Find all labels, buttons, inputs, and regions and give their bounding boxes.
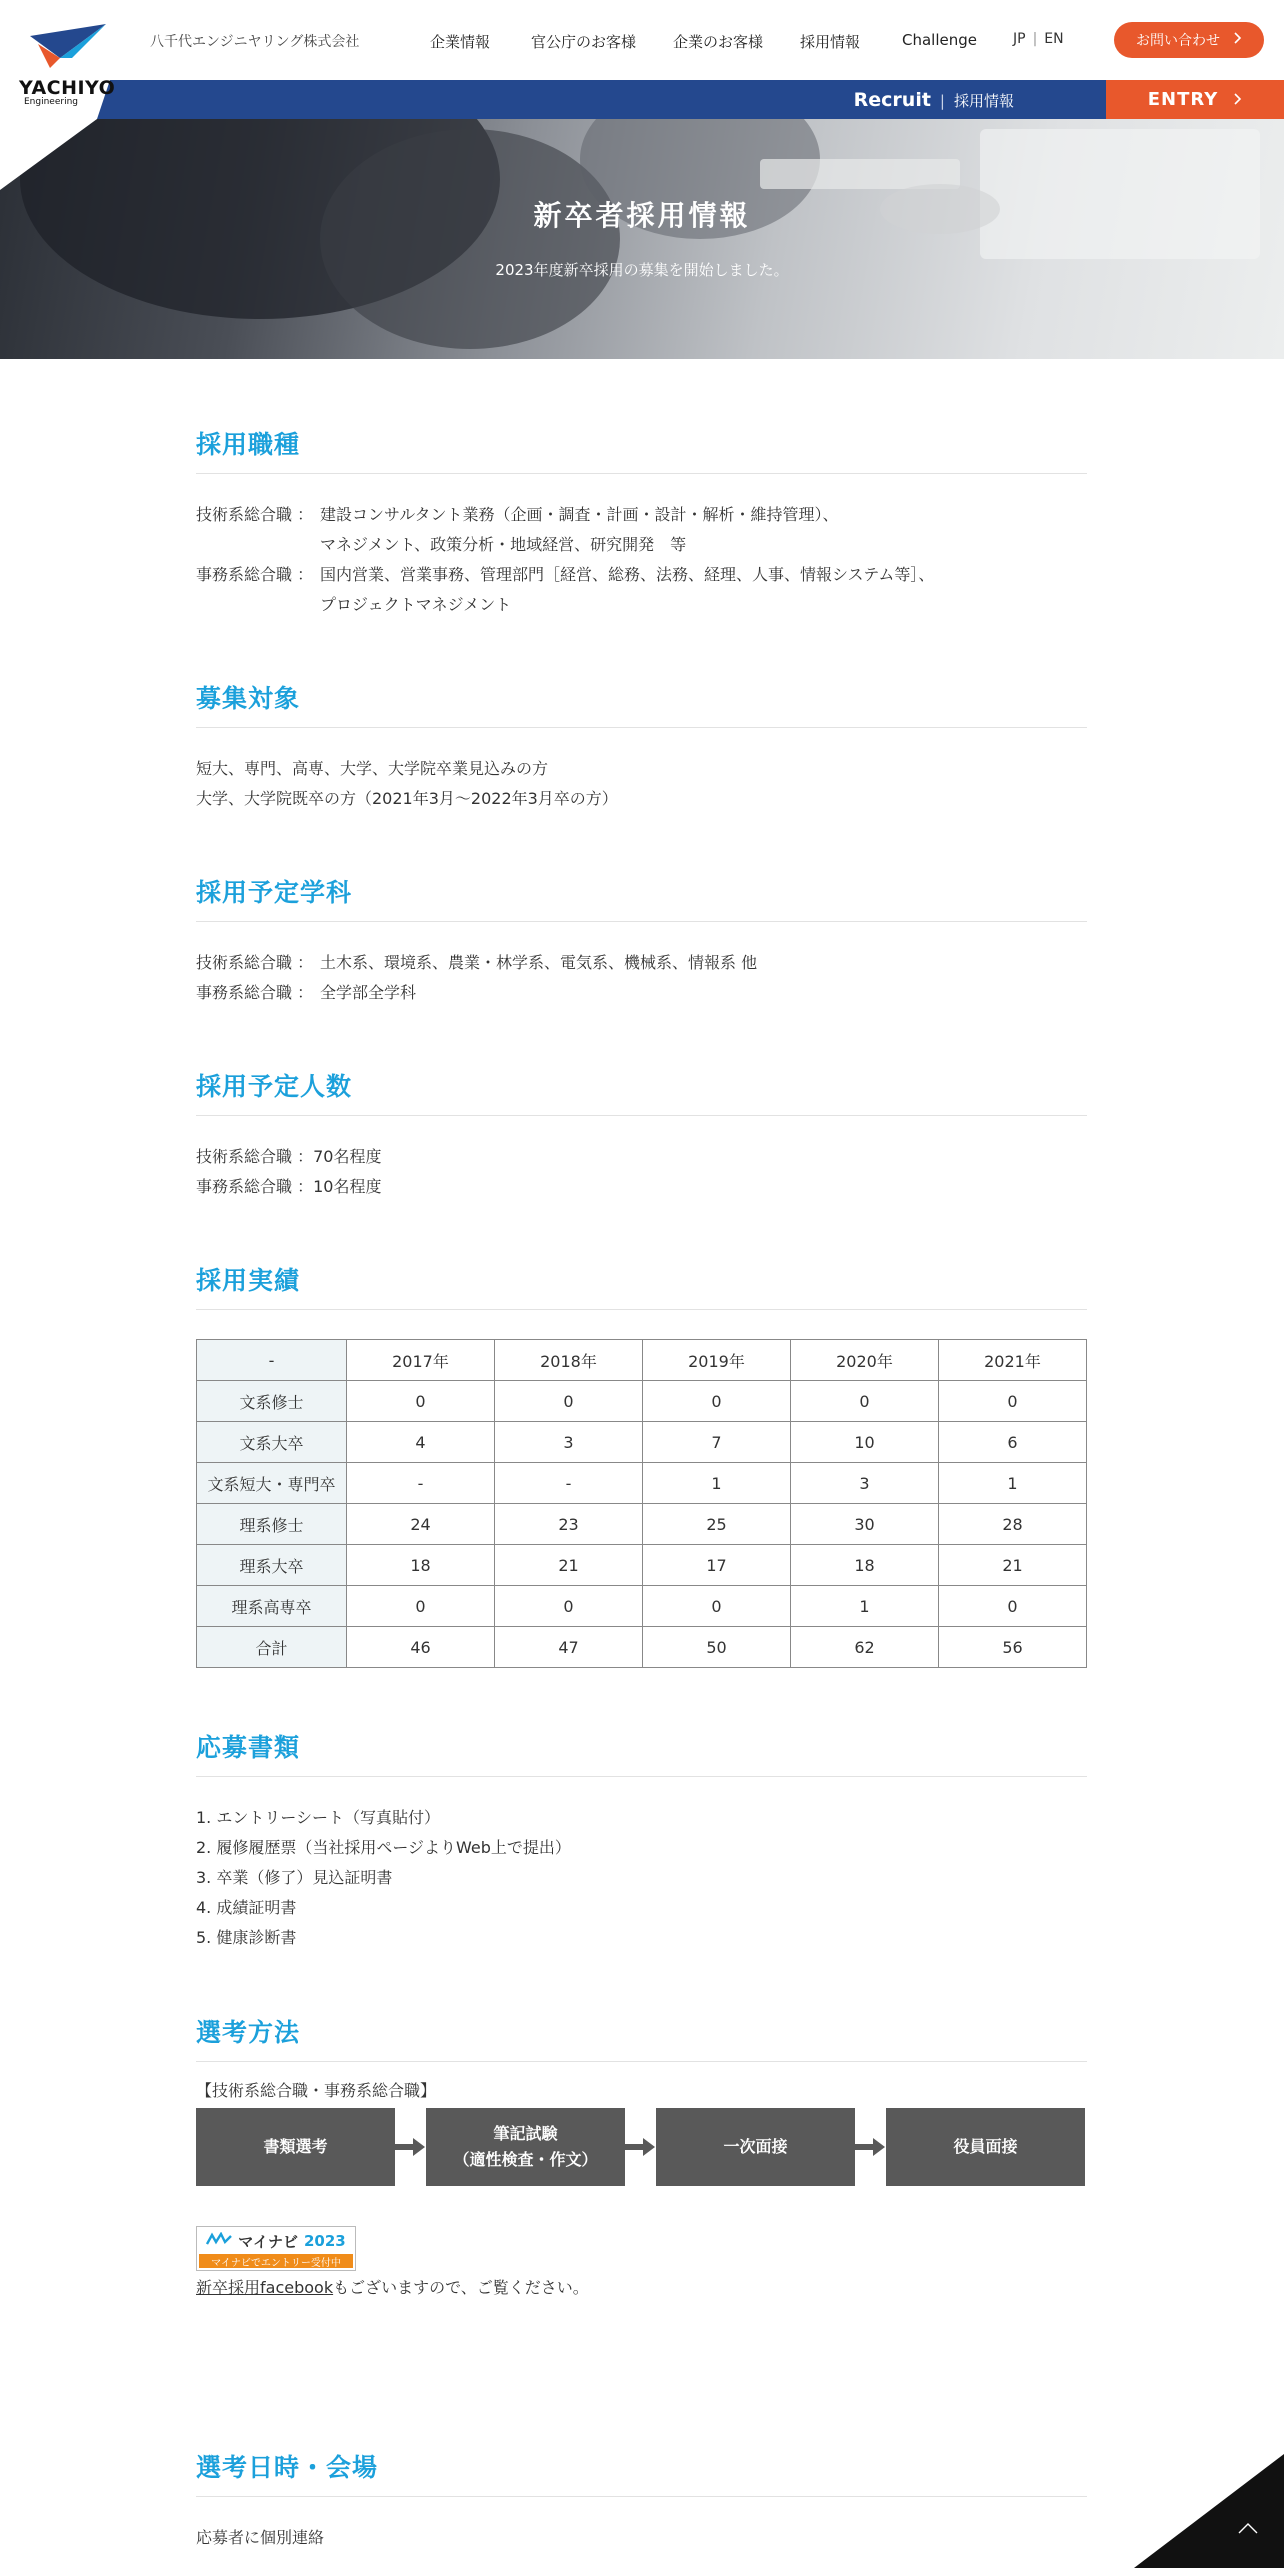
hero-title: 新卒者採用情報 bbox=[533, 199, 751, 232]
section-selection bbox=[196, 2013, 1087, 2303]
arrow-right-icon bbox=[855, 2137, 886, 2157]
section-title: 選考日時・会場 bbox=[196, 2448, 1087, 2497]
section-title: 採用実績 bbox=[196, 1261, 1087, 1310]
list-item: 5. 健康診断書 bbox=[196, 1928, 297, 1947]
hero-banner bbox=[0, 119, 1284, 359]
selection-category: 【技術系総合職・事務系総合職】 bbox=[196, 2081, 437, 2100]
nav-corporate-clients[interactable]: 企業のお客様 bbox=[673, 33, 764, 51]
mynavi-logo-icon bbox=[206, 2232, 232, 2250]
section-title: 応募書類 bbox=[196, 1728, 1087, 1777]
chevron-right-icon bbox=[1234, 89, 1242, 110]
section-title: 採用職種 bbox=[196, 425, 1087, 474]
nav-government-clients[interactable]: 官公庁のお客様 bbox=[531, 33, 637, 51]
company-name: 八千代エンジニヤリング株式会社 bbox=[150, 34, 360, 50]
section-headcount: 採用予定人数 技術系総合職 ：70名程度 事務系総合職 ：10名程度 bbox=[196, 1067, 1087, 1202]
results-table bbox=[196, 1339, 1087, 1668]
selection-flow bbox=[196, 2108, 1087, 2186]
section-title: 採用予定学科 bbox=[196, 873, 1087, 922]
hero-subtitle: 2023年度新卒採用の募集を開始しました。 bbox=[495, 261, 789, 279]
table-row: 文系大卒 4 3 7 10 6 bbox=[197, 1422, 1087, 1463]
logo-subtext: Engineering bbox=[24, 97, 78, 107]
entry-button[interactable]: ENTRY bbox=[1106, 80, 1284, 119]
list-item: 2. 履修履歴票（当社採用ページよりWeb上で提出） bbox=[196, 1838, 571, 1857]
table-row: 文系修士 0 0 0 0 0 bbox=[197, 1381, 1087, 1422]
chevron-right-icon bbox=[1234, 32, 1242, 48]
arrow-right-icon bbox=[395, 2137, 426, 2157]
table-row: 文系短大・専門卒 - - 1 3 1 bbox=[197, 1463, 1087, 1504]
nav-recruit[interactable]: 採用情報 bbox=[800, 33, 861, 51]
main-nav bbox=[0, 31, 1284, 51]
facebook-link[interactable]: 新卒採用facebook bbox=[196, 2278, 334, 2297]
nav-challenge[interactable]: Challenge bbox=[902, 31, 977, 49]
lang-jp-link[interactable]: JP bbox=[1013, 31, 1026, 47]
section-title: 選考方法 bbox=[196, 2013, 1087, 2062]
arrow-right-icon bbox=[625, 2137, 656, 2157]
lang-en-link[interactable]: EN bbox=[1044, 31, 1064, 47]
table-row: 理系修士 24 23 25 30 28 bbox=[197, 1504, 1087, 1545]
table-row: 理系大卒 18 21 17 18 21 bbox=[197, 1545, 1087, 1586]
section-results bbox=[196, 1261, 1087, 1668]
section-schedule: 選考日時・会場 応募者に個別連絡 bbox=[196, 2448, 1087, 2553]
section-departments: 採用予定学科 技術系総合職 ： 土木系、環境系、農業・林学系、電気系、機械系、情報系 他 事務系総合職 ： 全学部全学科 bbox=[196, 873, 1087, 1008]
language-switch: JP | EN bbox=[1013, 31, 1064, 47]
step-document-screening: 書類選考 bbox=[196, 2108, 395, 2186]
list-item: 4. 成績証明書 bbox=[196, 1898, 297, 1917]
page-top-button[interactable] bbox=[1134, 2454, 1284, 2568]
table-header-row: - 2017年 2018年 2019年 2020年 2021年 bbox=[197, 1340, 1087, 1381]
contact-button[interactable]: お問い合わせ bbox=[1114, 22, 1264, 58]
section-title: 募集対象 bbox=[196, 679, 1087, 728]
section-jobs bbox=[196, 425, 1087, 620]
step-executive-interview: 役員面接 bbox=[886, 2108, 1085, 2186]
section-title: 採用予定人数 bbox=[196, 1067, 1087, 1116]
logo-text: YACHIYO bbox=[19, 77, 116, 99]
mynavi-banner[interactable]: マイナビ 2023 マイナビでエントリー受付中 bbox=[196, 2226, 356, 2271]
table-row: 理系高専卒 0 0 0 1 0 bbox=[197, 1586, 1087, 1627]
site-logo[interactable] bbox=[0, 0, 190, 190]
main-content bbox=[196, 359, 1087, 2553]
step-written-exam: 筆記試験 （適性検査・作文） bbox=[426, 2108, 625, 2186]
site-header bbox=[0, 0, 1284, 80]
recruit-label: Recruit | 採用情報 bbox=[853, 89, 1014, 111]
facebook-notice: 新卒採用facebookもございますので、ご覧ください。 bbox=[196, 2278, 589, 2297]
table-total-row: 合計 46 47 50 62 56 bbox=[197, 1627, 1087, 1668]
step-first-interview: 一次面接 bbox=[656, 2108, 855, 2186]
job-row-technical: 技術系総合職 ： 建設コンサルタント業務（企画・調査・計画・設計・解析・維持管理）、 マネジメント、政策分析・地域経営、研究開発 等 bbox=[196, 505, 839, 554]
list-item: 3. 卒業（修了）見込証明書 bbox=[196, 1868, 393, 1887]
chevron-up-icon bbox=[1238, 2519, 1258, 2538]
section-target: 募集対象 短大、専門、高専、大学、大学院卒業見込みの方 大学、大学院既卒の方（2021年3月～2022年3月卒の方） bbox=[196, 679, 1087, 814]
section-documents bbox=[196, 1728, 1087, 1953]
job-row-admin: 事務系総合職 ： 国内営業、営業事務、管理部門［経営、総務、法務、経理、人事、情報システム等］、 プロジェクトマネジメント bbox=[196, 565, 935, 614]
hero-background-image bbox=[0, 119, 1284, 359]
list-item: 1. エントリーシート（写真貼付） bbox=[196, 1808, 441, 1827]
recruit-bar bbox=[0, 80, 1284, 119]
nav-company-info[interactable]: 企業情報 bbox=[430, 33, 491, 51]
